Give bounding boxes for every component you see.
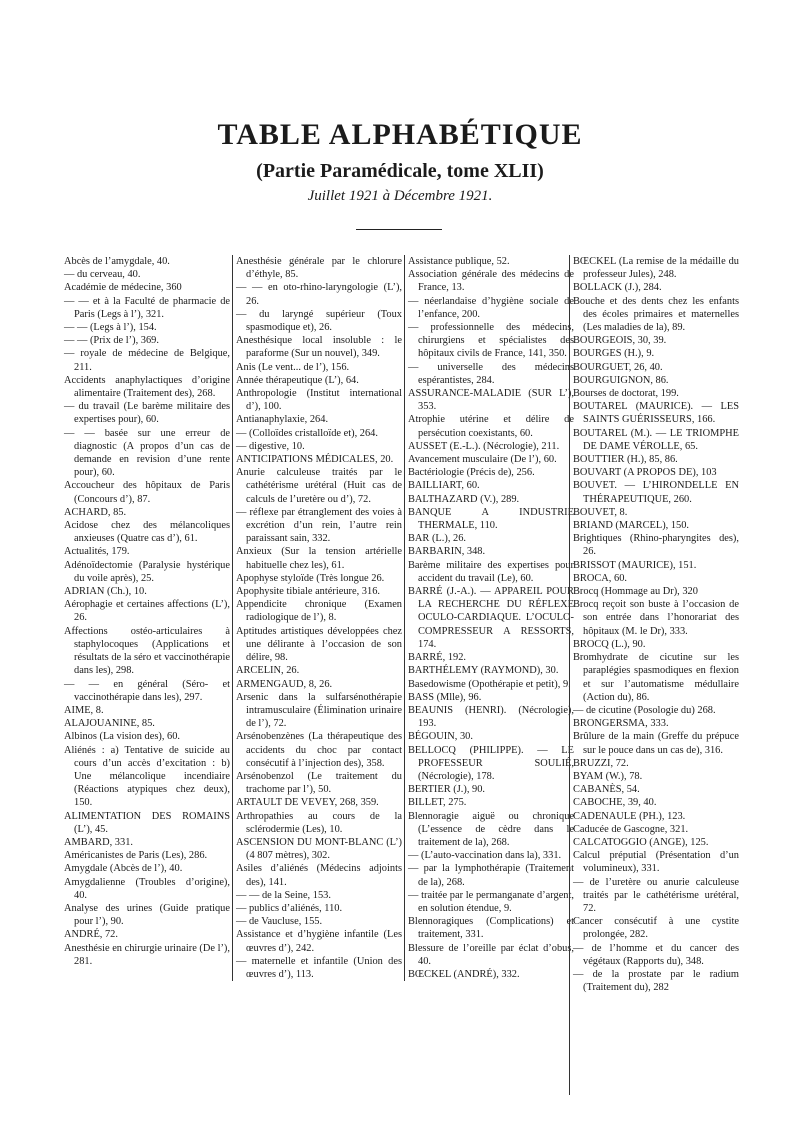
index-entry: BILLET, 275.: [408, 797, 467, 809]
index-entry: BOURGES (H.), 9.: [573, 348, 655, 360]
index-entry: Appendicite chronique (Examen radiologique de l’), 8.: [236, 599, 402, 624]
index-entry: BOUTAREL (M.). — LE TRIOMPHE DE DAME VÉROLLE, 65.: [573, 427, 739, 452]
index-entry: Atrophie utérine et délire de persécution coexistants, 60.: [408, 414, 574, 439]
index-entry: Anthropologie (Institut international d’), 100.: [236, 388, 402, 413]
index-entry: Aptitudes artistiques développées chez une délirante à l’occasion de son délire, 98.: [236, 625, 402, 664]
index-entry: — de cicutine (Posologie du) 268.: [573, 704, 716, 716]
index-entry: Arsénobenzol (Le traitement du trachome par l’), 50.: [236, 770, 402, 796]
index-entry: BOUVET, 8.: [573, 506, 628, 518]
index-entry: Caducée de Gascogne, 321.: [573, 823, 689, 835]
title-divider: [356, 229, 442, 230]
index-entry: BOURGEOIS, 30, 39.: [573, 335, 667, 347]
index-entry: BROCQ (L.), 90.: [573, 638, 646, 650]
index-entry: — néerlandaise d’hygiène sociale de l’enfance, 200.: [408, 295, 574, 320]
index-entry: Américanistes de Paris (Les), 286.: [64, 850, 208, 862]
index-entry: Asiles d’aliénés (Médecins adjoints des), 141.: [236, 863, 402, 888]
index-entry: — — et à la Faculté de pharmacie de Paris (Legs à l’), 321.: [64, 295, 230, 320]
index-entry: AUSSET (E.-L.). (Nécrologie), 211.: [408, 440, 560, 452]
index-entry: Cancer consécutif à une cystite prolongée, 282.: [573, 916, 739, 941]
index-entry: — traitée par le permanganate d’argent, en solution étendue, 9.: [408, 889, 574, 914]
index-entry: — du cerveau, 40.: [64, 269, 141, 281]
index-entry: Assistance publique, 52.: [408, 256, 510, 267]
index-entry: BERTIER (J.), 90.: [408, 784, 486, 796]
index-entry: BYAM (W.), 78.: [573, 770, 643, 782]
index-column-3: [404, 255, 574, 981]
index-entry: BŒCKEL (ANDRÉ), 332.: [408, 968, 520, 980]
index-entry: Albinos (La vision des), 60.: [64, 731, 181, 743]
index-entry: Antianaphylaxie, 264.: [236, 414, 329, 426]
index-entry: Année thérapeutique (L’), 64.: [236, 374, 359, 386]
index-entry: Anesthésie générale par le chlorure d’éthyle, 85.: [236, 256, 402, 281]
index-entry: BELLOCQ (PHILIPPE). — LE PROFESSEUR SOULIÉ, (Nécrologie), 178.: [408, 744, 574, 782]
index-entry: ASSURANCE-MALADIE (SUR L’), 353.: [408, 388, 574, 413]
index-entry: — royale de médecine de Belgique, 211.: [64, 348, 230, 373]
index-entry: BRONGERSMA, 333.: [573, 718, 669, 730]
index-entry: Actualités, 179.: [64, 546, 130, 558]
index-entry: AMBARD, 331.: [64, 836, 133, 848]
index-entry: Anis (Le vent... de l’), 156.: [236, 361, 350, 373]
index-entry: BEAUNIS (HENRI). (Nécrologie), 193.: [408, 704, 574, 730]
index-entry: BARRÉ, 192.: [408, 652, 467, 664]
index-entry: Association générale des médecins de France, 13.: [408, 269, 574, 294]
index-entry: Blennoragiques (Complications) et traitement, 331.: [408, 916, 574, 941]
date-range: Juillet 1921 à Décembre 1921.: [307, 188, 493, 204]
index-entry: BRISSOT (MAURICE), 151.: [573, 559, 697, 571]
index-entry: Abcès de l’amygdale, 40.: [64, 256, 170, 267]
index-entry: ALAJOUANINE, 85.: [64, 718, 155, 730]
index-entry: — — basée sur une erreur de diagnostic (A propos d’un cas de demande en revision d’une rente pour), 60.: [64, 427, 230, 479]
index-entry: — de Vaucluse, 155.: [236, 916, 323, 928]
index-entry: — de la prostate par le radium (Traitement du), 282: [573, 968, 739, 994]
index-entry: Amygdale (Abcès de l’), 40.: [64, 863, 183, 875]
index-entry: ARTAULT DE VEVEY, 268, 359.: [236, 797, 379, 809]
index-column-2: [232, 255, 402, 981]
index-entry: BASS (Mlle), 96.: [408, 691, 482, 703]
page-subtitle: (Partie Paramédicale, tome XLII): [256, 160, 544, 182]
index-entry: BALTHAZARD (V.), 289.: [408, 493, 520, 505]
index-entry: BŒCKEL (La remise de la médaille du professeur Jules), 248.: [573, 256, 739, 281]
index-entry: CABANÈS, 54.: [573, 784, 640, 796]
index-entry: — de l’homme et du cancer des végétaux (Rapports du), 348.: [573, 942, 739, 967]
index-entry: — — en général (Séro- et vaccinothérapie dans les), 297.: [64, 678, 230, 703]
index-entry: — digestive, 10.: [236, 440, 305, 452]
index-entry: Brocq (Hommage au Dr), 320: [573, 586, 698, 598]
index-entry: BOUVET. — L’HIRONDELLE EN THÉRAPEUTIQUE, 260.: [573, 480, 739, 505]
index-entry: Accidents anaphylactiques d’origine alimentaire (Traitement des), 268.: [64, 374, 230, 400]
index-entry: ACHARD, 85.: [64, 506, 127, 518]
index-entry: ASCENSION DU MONT-BLANC (L’) (4 807 mètres), 302.: [236, 836, 402, 862]
page-title: TABLE ALPHABÉTIQUE: [217, 118, 583, 151]
index-entry: BAR (L.), 26.: [408, 533, 467, 545]
index-entry: Brightiques (Rhino-pharyngites des), 26.: [573, 533, 739, 558]
index-column-1: [64, 255, 230, 968]
index-entry: Avancement musculaire (De l’), 60.: [408, 454, 557, 466]
index-entry: Anurie calculeuse traités par le cathétérisme urétéral (Huit cas de calculs de l’uretère ou d’), 72.: [236, 467, 402, 505]
index-entry: ANDRÉ, 72.: [64, 929, 118, 941]
index-entry: — — (Prix de l’), 369.: [64, 335, 159, 347]
index-entry: Bactériologie (Précis de), 256.: [408, 467, 535, 479]
index-entry: Affections ostéo-articulaires à staphylocoques (Applications et résultats de la séro et vaccinothérapie dans les), 298.: [64, 625, 230, 677]
index-entry: Amygdalienne (Troubles d’origine), 40.: [64, 876, 230, 901]
index-entry: Arsenic dans la sulfarsénothérapie intramusculaire (Élimination urinaire de l’), 72.: [236, 691, 402, 730]
index-entry: BRIAND (MARCEL), 150.: [573, 520, 690, 532]
index-entry: BÉGOUIN, 30.: [408, 731, 473, 743]
index-entry: BRUZZI, 72.: [573, 757, 629, 769]
index-entry: Brocq reçoit son buste à l’occasion de son entrée dans l’honorariat des hôpitaux (M. le Dr), 333.: [573, 599, 739, 637]
index-entry: BOLLACK (J.), 284.: [573, 282, 662, 294]
index-entry: Anesthésique local insoluble : le paraforme (Sur un nouvel), 349.: [236, 335, 402, 360]
index-entry: Arthropathies au cours de la sclérodermie (Les), 10.: [236, 810, 402, 835]
index-entry: — universelle des médecins espérantistes, 284.: [408, 361, 574, 386]
index-entry: Anxieux (Sur la tension artérielle habituelle chez les), 61.: [236, 546, 402, 571]
index-entry: Apophysite tibiale antérieure, 316.: [236, 586, 380, 598]
index-entry: — maternelle et infantile (Union des œuvres d’), 113.: [236, 955, 402, 980]
index-entry: BOURGUIGNON, 86.: [573, 374, 669, 386]
index-entry: — (Colloïdes cristalloïde et), 264.: [236, 427, 378, 439]
index-entry: ANTICIPATIONS MÉDICALES, 20.: [236, 454, 394, 466]
index-entry: — professionnelle des médecins, chirurgiens et spécialistes des hôpitaux civils de France, 141, 350.: [408, 322, 574, 360]
index-entry: Blessure de l’oreille par éclat d’obus, 40.: [408, 942, 574, 967]
index-entry: Blennoragie aiguë ou chronique (L’essence de cèdre dans le traitement de la), 268.: [408, 810, 574, 848]
index-entry: — — (Legs à l’), 154.: [64, 322, 157, 334]
index-entry: Barème militaire des expertises pour accident du travail (Le), 60.: [408, 559, 574, 584]
index-entry: Basedowisme (Opothérapie et petit), 9.: [408, 678, 571, 690]
index-entry: Aliénés : a) Tentative de suicide au cours d’un accès d’excitation : b) Une mélancolique incendiaire (Réactions atypiques chez deux), 150.: [64, 744, 230, 809]
index-entry: BOUTAREL (MAURICE). — LES SAINTS GUÉRISSEURS, 166.: [573, 401, 739, 426]
index-entry: Calcul préputial (Présentation d’un volumineux), 331.: [573, 850, 739, 875]
index-entry: ALIMENTATION DES ROMAINS (L’), 45.: [64, 810, 230, 835]
index-entry: — — en oto-rhino-laryngologie (L’), 26.: [236, 282, 402, 307]
index-entry: — du laryngé supérieur (Toux spasmodique et), 26.: [236, 308, 402, 334]
index-entry: — (L’auto-vaccination dans la), 331.: [408, 850, 562, 862]
index-entry: — réflexe par étranglement des voies à excrétion d’un rein, l’autre rein paraissant sain, 332.: [236, 506, 402, 545]
index-entry: Bromhydrate de cicutine sur les paraplégies spasmodiques en flexion et sur l’automatisme médullaire (Action du), 86.: [573, 652, 739, 703]
index-entry: Acidose chez des mélancoliques anxieuses (Quatre cas d’), 61.: [64, 520, 230, 545]
index-entry: — par la lymphothérapie (Traitement de la), 268.: [408, 863, 574, 888]
index-entry: BARTHÉLEMY (RAYMOND), 30.: [408, 665, 559, 677]
index-entry: ARMENGAUD, 8, 26.: [236, 678, 333, 690]
index-entry: BOURGUET, 26, 40.: [573, 361, 663, 373]
index-entry: Aérophagie et certaines affections (L’), 26.: [64, 599, 230, 624]
index-entry: BARRÉ (J.-A.). — APPAREIL POUR LA RECHERCHE DU RÉFLEXE OCULO-CARDIAQUE. L’OCULO-COMPRESSEUR A RESSORTS, 174.: [408, 586, 574, 650]
index-entry: BOUVART (A PROPOS DE), 103: [573, 467, 717, 479]
index-entry: BOUTTIER (H.), 85, 86.: [573, 454, 678, 466]
index-entry: CADENAULE (PH.), 123.: [573, 810, 686, 822]
index-entry: ADRIAN (Ch.), 10.: [64, 586, 147, 598]
index-entry: CABOCHE, 39, 40.: [573, 797, 657, 809]
index-entry: Analyse des urines (Guide pratique pour l’), 90.: [64, 902, 230, 928]
index-entry: Accoucheur des hôpitaux de Paris (Concours d’), 87.: [64, 480, 230, 505]
index-entry: — — de la Seine, 153.: [236, 889, 331, 901]
index-entry: BARBARIN, 348.: [408, 546, 486, 558]
index-entry: Adénoïdectomie (Paralysie hystérique du voile après), 25.: [64, 559, 230, 584]
index-entry: BROCA, 60.: [573, 572, 627, 584]
index-entry: Académie de médecine, 360: [64, 282, 182, 294]
index-entry: Apophyse styloïde (Très longue 26.: [236, 572, 385, 584]
index-entry: — de l’uretère ou anurie calculeuse traités par le cathétérisme urétéral, 72.: [573, 876, 739, 914]
index-entry: BANQUE A INDUSTRIE THERMALE, 110.: [408, 506, 574, 532]
index-entry: — du travail (Le barème militaire des expertises pour), 60.: [64, 401, 230, 426]
index-entry: Assistance et d’hygiène infantile (Les œuvres d’), 242.: [236, 929, 402, 954]
index-entry: — publics d’aliénés, 110.: [236, 902, 343, 914]
index-entry: ARCELIN, 26.: [236, 665, 300, 677]
index-entry: Anesthésie en chirurgie urinaire (De l’), 281.: [64, 942, 230, 967]
index-entry: Arsénobenzènes (La thérapeutique des accidents du choc par contact consécutif à l’injection des), 358.: [236, 731, 402, 769]
index-column-4: [569, 255, 739, 1095]
index-entry: Brûlure de la main (Greffe du prépuce sur le pouce dans un cas de), 316.: [573, 731, 739, 756]
index-entry: Bourses de doctorat, 199.: [573, 388, 679, 400]
index-entry: Bouche et des dents chez les enfants des écoles primaires et maternelles (Les maladies de la), 89.: [573, 295, 739, 334]
index-entry: AIME, 8.: [64, 704, 104, 716]
index-entry: BAILLIART, 60.: [408, 480, 480, 492]
index-entry: CALCATOGGIO (ANGE), 125.: [573, 836, 709, 848]
